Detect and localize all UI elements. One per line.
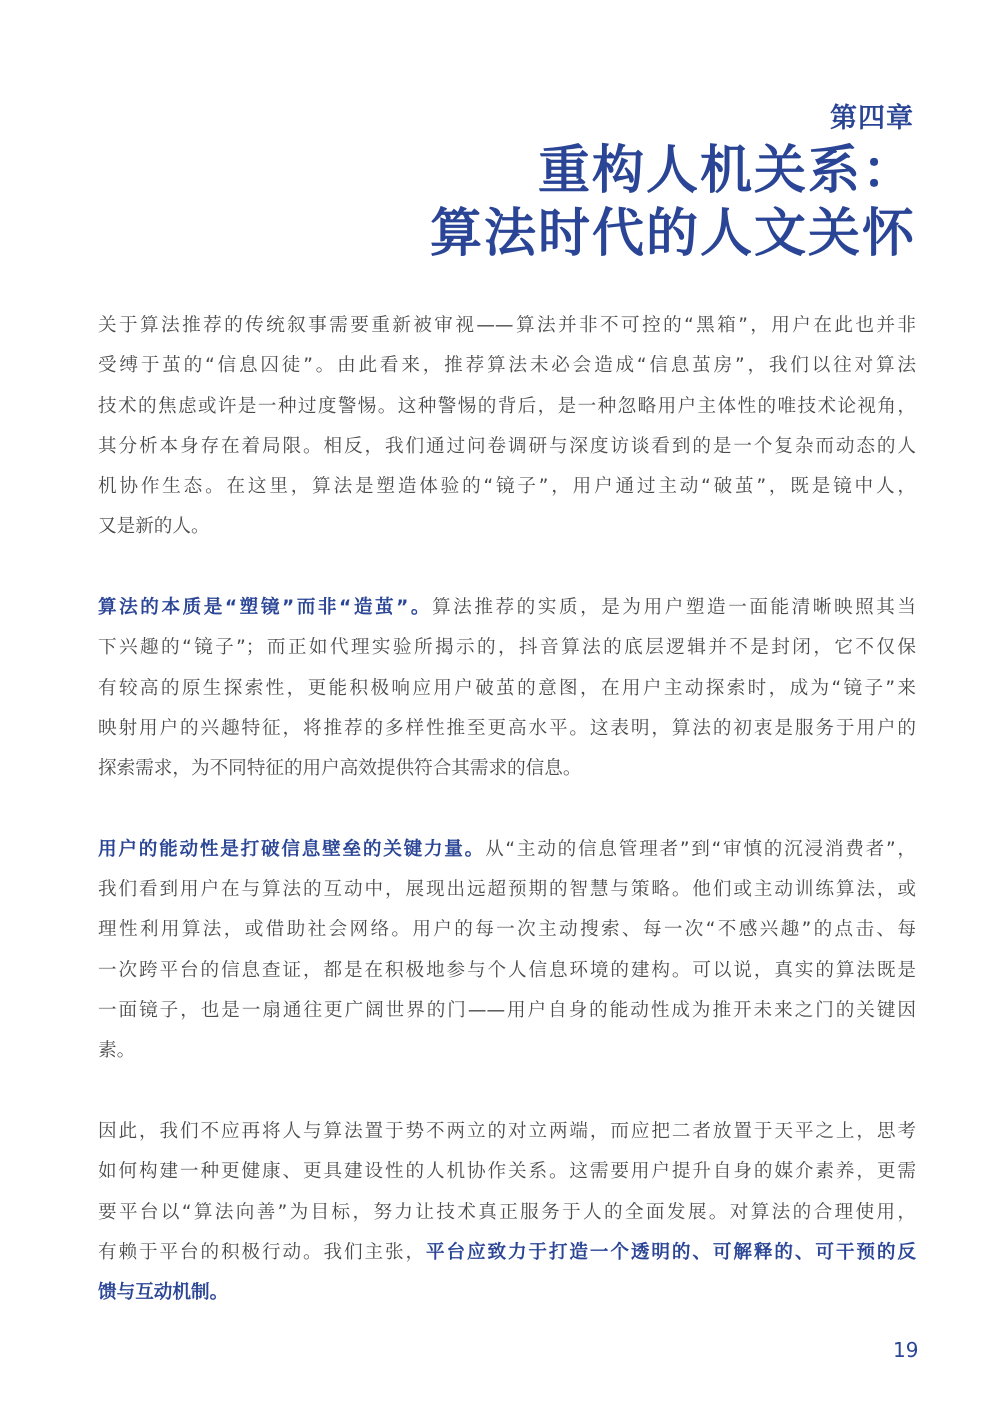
body-text-segment: 关于算法推荐的传统叙事需要重新被审视——算法并非不可控的“黑箱”，用户在此也并非 — [98, 315, 916, 336]
body-text-segment: 如何构建一种更健康、更具建设性的人机协作关系。这需要用户提升自身的媒介素养，更需 — [98, 1161, 916, 1183]
paragraph — [98, 1112, 916, 1313]
body-text-segment: 受缚于茧的“信息囚徒”。由此看来，推荐算法未必会造成“信息茧房”，我们以往对算法 — [98, 355, 916, 377]
text-line — [98, 346, 916, 386]
body-text-segment: 素。 — [98, 1040, 136, 1062]
body-text-segment: 映射用户的兴趣特征，将推荐的多样性推至更高水平。这表明，算法的初衷是服务于用户的 — [98, 717, 916, 739]
body-text-segment: 下兴趣的“镜子”；而正如代理实验所揭示的，抖音算法的底层逻辑并不是封闭，它不仅保 — [98, 637, 916, 659]
emphasis-text: 用户的能动性是打破信息壁垒的关键力量。 — [98, 838, 486, 860]
body-text-segment: 机协作生态。在这里，算法是塑造体验的“镜子”，用户通过主动“破茧”，既是镜中人， — [98, 476, 916, 498]
text-line — [98, 1233, 916, 1273]
body-text-segment: 要平台以“算法向善”为目标，努力让技术真正服务于人的全面发展。对算法的合理使用， — [98, 1201, 916, 1223]
body-text-segment: 我们看到用户在与算法的互动中，展现出远超预期的智慧与策略。他们或主动训练算法，或 — [98, 879, 916, 901]
text-line — [98, 709, 916, 749]
text-line — [98, 749, 916, 789]
text-line — [98, 1193, 916, 1233]
body-text-segment: 其分析本身存在着局限。相反，我们通过问卷调研与深度访谈看到的是一个复杂而动态的人 — [98, 435, 916, 457]
text-line — [98, 951, 916, 991]
emphasis-text: 算法的本质是“塑镜”而非“造茧”。 — [98, 597, 433, 619]
text-line — [98, 507, 916, 547]
body-text-segment: 因此，我们不应再将人与算法置于势不两立的对立两端，而应把二者放置于天平之上，思考 — [98, 1120, 916, 1142]
chapter-title-line: 算法时代的人文关怀 — [429, 204, 916, 264]
body-text-segment: 一面镜子，也是一扇通往更广阔世界的门——用户自身的能动性成为推开未来之门的关键因 — [98, 1000, 916, 1022]
body-text-segment: 又是新的人。 — [98, 516, 210, 538]
emphasis-text: 馈与互动机制。 — [98, 1282, 229, 1304]
paragraph — [98, 830, 916, 1072]
text-line — [98, 830, 916, 870]
body-text-segment: 有赖于平台的积极行动。我们主张， — [98, 1241, 426, 1263]
body-text-segment: 探索需求，为不同特征的用户高效提供符合其需求的信息。 — [98, 758, 582, 780]
body-text — [98, 306, 916, 1354]
chapter-title — [430, 140, 916, 266]
text-line — [98, 387, 916, 427]
emphasis-text: 平台应致力于打造一个透明的、可解释的、可干预的反 — [425, 1241, 916, 1263]
body-text-segment: 有较高的原生探索性，更能积极响应用户破茧的意图，在用户主动探索时，成为“镜子”来 — [98, 677, 916, 699]
text-line — [98, 467, 916, 507]
body-text-segment: 算法推荐的实质，是为用户塑造一面能清晰映照其当 — [432, 597, 916, 619]
page-number: 19 — [893, 1338, 919, 1362]
paragraph — [98, 588, 916, 789]
text-line — [98, 427, 916, 467]
text-line — [98, 991, 916, 1031]
text-line — [98, 669, 916, 709]
text-line — [98, 1152, 916, 1192]
text-line — [98, 1112, 916, 1152]
text-line — [98, 910, 916, 950]
chapter-label: 第四章 — [830, 103, 914, 134]
body-text-segment: 技术的焦虑或许是一种过度警惕。这种警惕的背后，是一种忽略用户主体性的唯技术论视角， — [98, 395, 916, 417]
text-line — [98, 1031, 916, 1071]
body-text-segment: 从“主动的信息管理者”到“审慎的沉浸消费者”， — [485, 838, 916, 860]
paragraph — [98, 306, 916, 548]
body-text-segment: 理性利用算法，或借助社会网络。用户的每一次主动搜索、每一次“不感兴趣”的点击、每 — [98, 919, 916, 941]
body-text-segment: 一次跨平台的信息查证，都是在积极地参与个人信息环境的建构。可以说，真实的算法既是 — [98, 959, 916, 981]
text-line — [98, 588, 916, 628]
text-line — [98, 628, 916, 668]
text-line — [98, 870, 916, 910]
text-line — [98, 1273, 916, 1313]
text-line — [98, 306, 916, 346]
chapter-title-line: 重构人机关系： — [537, 141, 916, 201]
